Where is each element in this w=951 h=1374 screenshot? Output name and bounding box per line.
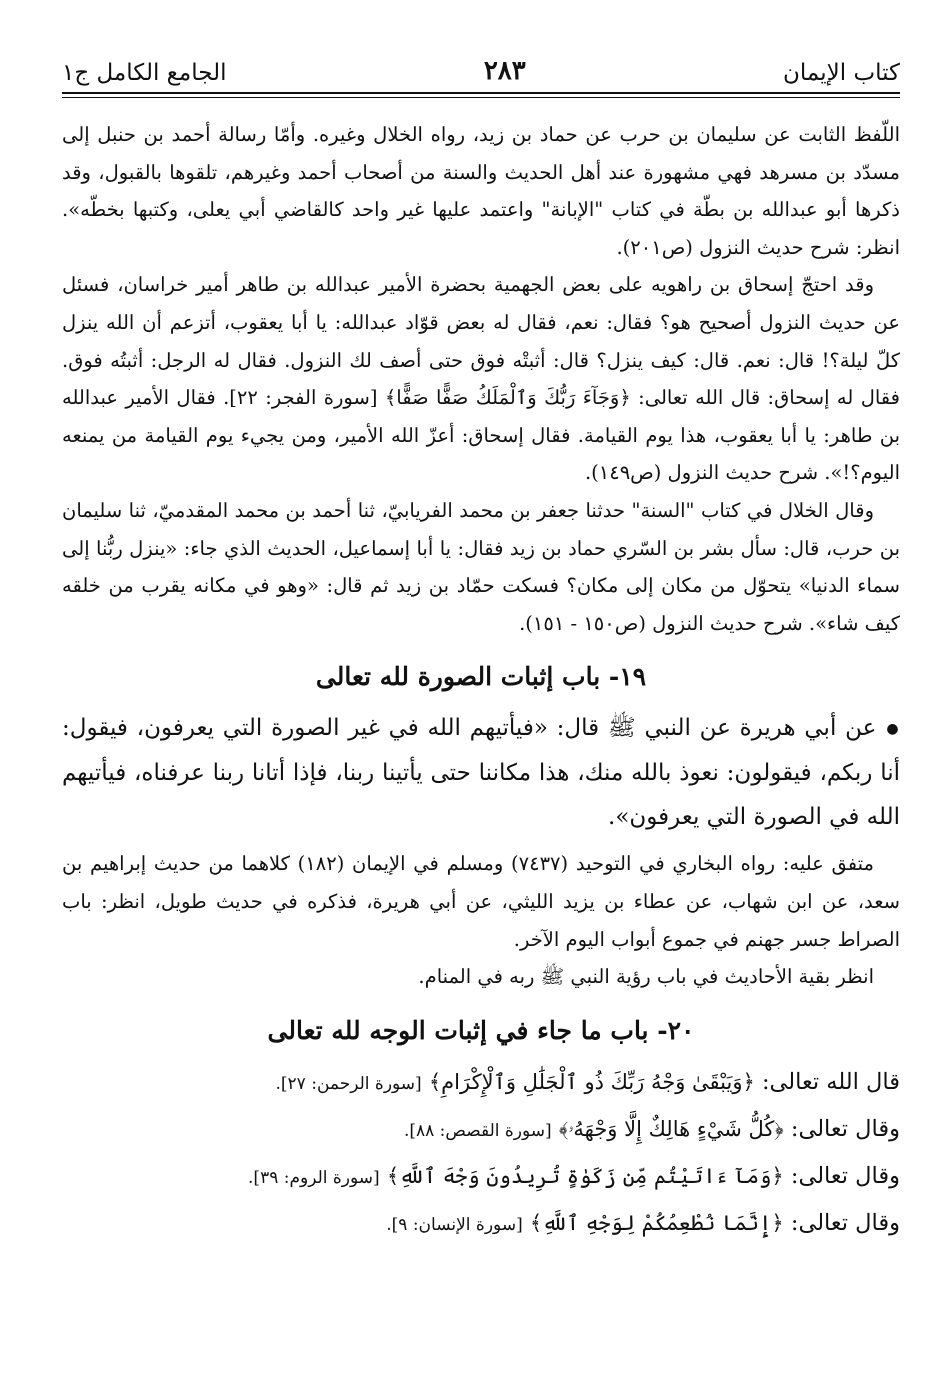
- surah-reference: [سورة القصص: ٨٨].: [403, 1120, 552, 1141]
- surah-reference: [سورة الإنسان: ٩].: [386, 1214, 523, 1235]
- verse-intro: وقال تعالى:: [790, 1162, 900, 1189]
- verse-line: [62, 1201, 900, 1248]
- verse-intro: وقال تعالى:: [790, 1209, 900, 1236]
- bullet-icon: ●: [886, 721, 900, 738]
- verse-line: [62, 1107, 900, 1154]
- header-rule-thin: [62, 97, 900, 98]
- quran-verse: ﴿وَمَآ ءَاتَيْتُم مِّن زَكَوٰةٍ تُرِيدُونَ وَجْهَ ٱللَّهِ﴾: [386, 1163, 784, 1188]
- page-body: [62, 116, 900, 1248]
- section-20-heading: ٢٠- باب ما جاء في إثبات الوجه لله تعالى: [267, 1015, 695, 1045]
- quran-verse: ﴿كُلُّ شَيْءٍ هَالِكٌ إِلَّا وَجْهَهُۥ﴾: [558, 1116, 784, 1141]
- verse-intro: قال الله تعالى:: [761, 1068, 900, 1095]
- page-header: [62, 46, 900, 86]
- verse-intro: وقال تعالى:: [790, 1115, 900, 1142]
- book-title: الجامع الكامل ج١: [62, 60, 227, 86]
- verse-line: [62, 1154, 900, 1201]
- cross-reference-note: انظر بقية الأحاديث في باب رؤية النبي ﷺ ربه في المنام.: [418, 965, 874, 989]
- paragraph-3: وقال الخلال في كتاب "السنة" حدثنا جعفر بن محمد الفريابيّ، ثنا أحمد بن محمد المقدميّ، ثنا سليمان بن حرب، قال: سأل بشر بن السّري حماد بن زيد فقال: يا أبا إسماعيل، الحديث الذي جاء: «ينزل ربُّنا إلى سماء الدنيا» يتحوّل من مكان إلى مكان؟ فسكت حمّاد بن زيد ثم قال: «وهو في مكانه يقرب من خلقه كيف شاء». شرح حديث النزول (ص١٥٠ - ١٥١).: [62, 498, 900, 635]
- verse-line: [62, 1060, 900, 1107]
- header-rule-thick: [62, 92, 900, 94]
- takhrij-text: متفق عليه: رواه البخاري في التوحيد (٧٤٣٧) ومسلم في الإيمان (١٨٢) كلاهما من حديث إبراهيم بن سعد، عن ابن شهاب، عن عطاء بن يزيد الليثي، عن أبي هريرة، فذكره في حديث طويل، انظر: باب الصراط جسر جهنم في جموع أبواب اليوم الآخر.: [62, 852, 900, 951]
- hadith-text: [62, 706, 900, 839]
- paragraph-1: اللّفظ الثابت عن سليمان بن حرب عن حماد بن زيد، رواه الخلال وغيره. وأمّا رسالة أحمد بن حنبل إلى مسدّد بن مسرهد فهي مشهورة عند أهل الحديث والسنة من أصحاب أحمد وغيرهم، تلقوها بالقبول، وقد ذكرها أبو عبدالله بن بطّة في كتاب "الإبانة" واعتمد عليها غير واحد كالقاضي أبي يعلى، وكتبها بخطّه». انظر: شرح حديث النزول (ص٢٠١).: [62, 123, 900, 259]
- surah-reference: [سورة الرحمن: ٢٧].: [275, 1073, 422, 1094]
- quran-verse: ﴿وَيَبْقَىٰ وَجْهُ رَبِّكَ ذُو ٱلْجَلَٰلِ وَٱلْإِكْرَامِ﴾: [428, 1069, 755, 1094]
- hadith-body: عن أبي هريرة عن النبي ﷺ قال: «فيأتيهم الله في غير الصورة التي يعرفون، فيقول: أنا ربكم، فيقولون: نعوذ بالله منك، هذا مكاننا حتى يأتينا ربنا، فإذا أتانا ربنا عرفناه، فيأتيهم الله في الصورة التي يعرفون».: [62, 715, 900, 831]
- section-19-heading: ١٩- باب إثبات الصورة لله تعالى: [315, 662, 647, 692]
- page-number: ٢٨٣: [483, 56, 526, 86]
- paragraph-2: وقد احتجّ إسحاق بن راهويه على بعض الجهمية بحضرة الأمير عبدالله بن طاهر أمير خراسان، فسئل عن حديث النزول أصحيح هو؟ فقال: نعم، فقال له بعض قوّاد عبدالله: يا أبا يعقوب، أتزعم أن الله ينزل كلّ ليلة؟! قال: نعم. قال: كيف ينزل؟ قال: أثبتْه فوق حتى أصف لك النزول. فقال له الرجل: أثبتُه فوق. فقال له إسحاق: قال الله تعالى: ﴿وَجَآءَ رَبُّكَ وَٱلْمَلَكُ صَفًّا صَفًّا﴾ [سورة الفجر: ٢٢]. فقال الأمير عبدالله بن طاهر: يا أبا يعقوب، هذا يوم القيامة. فقال إسحاق: أعزّ الله الأمير، ومن يجيء يوم القيامة من يمنعه اليوم؟!». شرح حديث النزول (ص١٤٩).: [62, 273, 900, 485]
- book-section-title: كتاب الإيمان: [783, 60, 900, 86]
- quran-verse: ﴿إِنَّمَا نُطْعِمُكُمْ لِوَجْهِ ٱللَّهِ﴾: [529, 1210, 784, 1235]
- surah-reference: [سورة الروم: ٣٩].: [248, 1167, 380, 1188]
